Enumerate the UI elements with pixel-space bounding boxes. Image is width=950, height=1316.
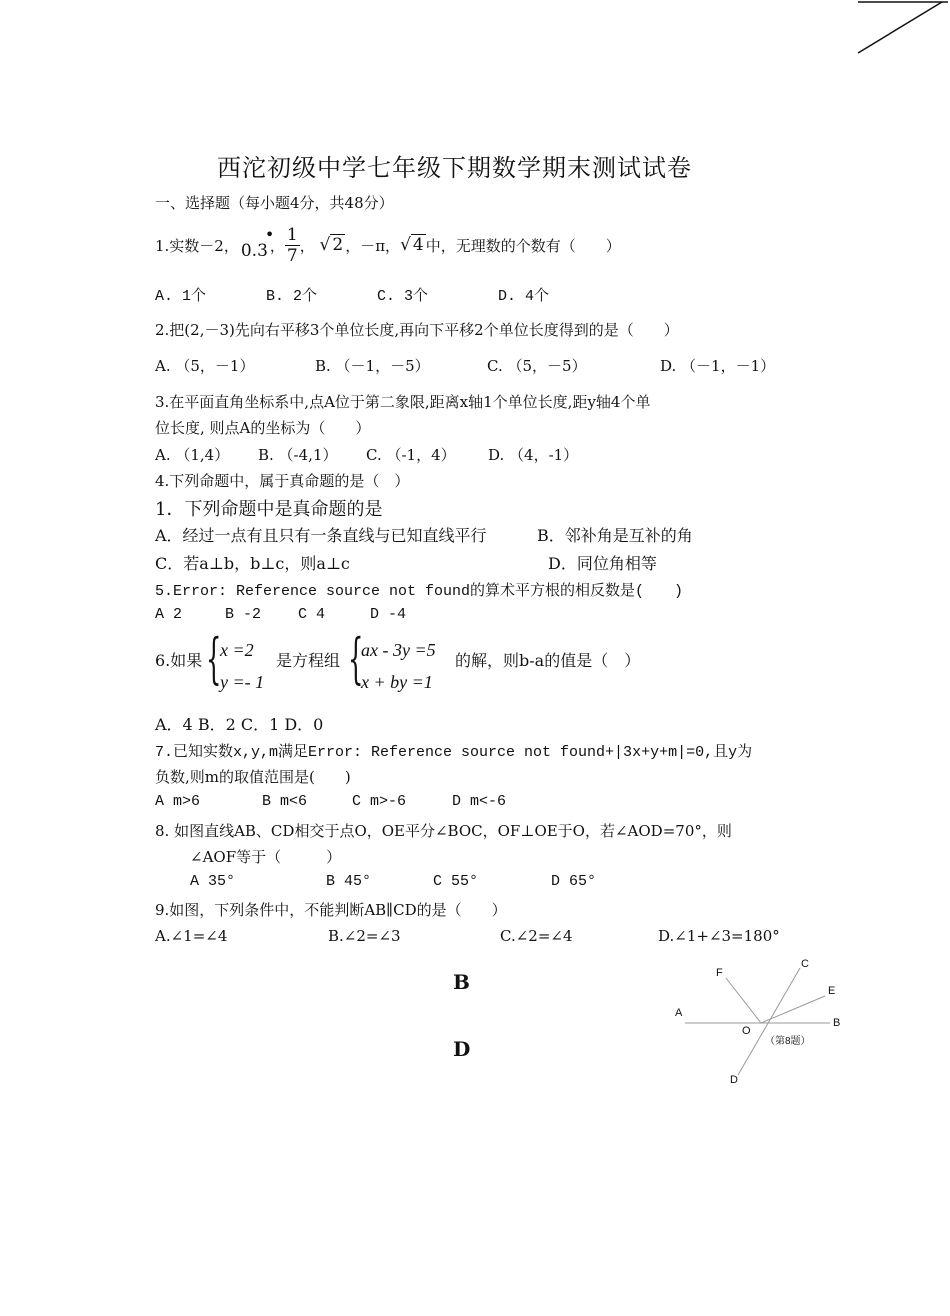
q8-option-c: C 55° <box>433 873 479 890</box>
q7-option-a: A m>6 <box>155 793 201 810</box>
q1-sqrt-4: √ 4 <box>400 235 424 255</box>
question-5: 5.Error: Reference source not found的算术平方根的相反数是( ) <box>155 583 684 600</box>
q1-prefix: 1.实数－2， <box>155 236 239 255</box>
question-4: 4.下列命题中，属于真命题的是（ ） <box>155 472 410 490</box>
q7-option-b: B m<6 <box>262 793 308 810</box>
q3-option-c: C. （-1，4） <box>366 446 456 464</box>
q9-option-d: D.∠1+∠3=180° <box>658 927 780 945</box>
q1-sqrt-2: √ 2 <box>319 235 344 255</box>
q1-option-c: C. 3个 <box>377 288 429 305</box>
q8-option-a: A 35° <box>190 873 236 890</box>
q2-option-b: B. （－1，－5） <box>315 357 430 375</box>
q4-option-a: A．经过一点有且只有一条直线与已知直线平行 <box>155 526 487 545</box>
q3-option-d: D. （4，-1） <box>488 446 579 464</box>
figure-8 <box>660 950 850 1095</box>
q8-option-b: B 45° <box>326 873 372 890</box>
q4-option-b: B．邻补角是互补的角 <box>537 526 693 545</box>
q8-option-d: D 65° <box>551 873 597 890</box>
question-7-line-2: 负数,则m的取值范围是( ) <box>155 768 351 786</box>
figure8-label-e: E <box>828 985 836 997</box>
q1-suffix: 中，无理数的个数有（ ） <box>425 236 621 255</box>
q2-option-c: C. （5，－5） <box>487 357 587 375</box>
figure8-lines <box>660 950 850 1095</box>
q6-solution-x: x =2 <box>220 640 254 660</box>
q5-option-c: C 4 <box>298 606 326 623</box>
q9-option-b: B.∠2=∠3 <box>328 927 401 945</box>
corner-line <box>850 0 950 60</box>
q7-option-d: D m<-6 <box>452 793 507 810</box>
figure8-caption: （第8题） <box>765 1036 811 1047</box>
q9-option-c: C.∠2=∠4 <box>500 927 573 945</box>
q9-option-a: A.∠1=∠4 <box>155 927 228 945</box>
q5-option-a: A 2 <box>155 606 183 623</box>
question-4-sub: 1．下列命题中是真命题的是 <box>155 499 383 520</box>
q1-option-d: D. 4个 <box>498 288 550 305</box>
q6-mid: 是方程组 <box>276 651 341 670</box>
q1-repeating-decimal: 0.3 • <box>240 225 275 261</box>
figure8-label-o: O <box>742 1025 751 1037</box>
q1-fraction: $\frac{1}{7}$ <box>286 224 298 266</box>
q6-brace-2: { <box>348 627 364 690</box>
figure8-label-c: C <box>801 958 809 970</box>
ray-of <box>726 978 761 1023</box>
question-3-line-1: 3.在平面直角坐标系中,点A位于第二象限,距离x轴1个单位长度,距y轴4个单 <box>155 393 651 411</box>
q5-option-b: B -2 <box>225 606 262 623</box>
question-7-line-1: 7.已知实数x,y,m满足Error: Reference source not found+|3x+y+m|=0,且y为 <box>155 744 753 761</box>
q6-equation-1: ax - 3y =5 <box>361 640 436 660</box>
line-cd <box>738 968 800 1075</box>
figure8-label-f: F <box>716 967 723 979</box>
q5-option-d: D -4 <box>370 606 407 623</box>
figure8-label-a: A <box>675 1007 683 1019</box>
q3-option-a: A. （1,4） <box>155 446 230 464</box>
page-title: 西沱初级中学七年级下期数学期末测试试卷 <box>217 154 692 182</box>
ray-oe <box>761 996 825 1023</box>
q6-prefix: 6.如果 <box>155 651 203 670</box>
figure8-label-b: B <box>833 1017 841 1029</box>
section-heading: 一、选择题（每小题4分，共48分） <box>155 194 394 212</box>
question-9: 9.如图，下列条件中，不能判断AB∥CD的是（ ） <box>155 901 507 919</box>
question-2: 2.把(2,－3)先向右平移3个单位长度,再向下平移2个单位长度得到的是（ ） <box>155 321 679 339</box>
q6-solution-y: y =- 1 <box>220 672 265 692</box>
q1-option-b: B. 2个 <box>266 288 318 305</box>
figure9-label-d: D <box>453 1037 471 1061</box>
q2-option-d: D. （－1，－1） <box>660 357 776 375</box>
question-3-line-2: 位长度, 则点A的坐标为（ ） <box>155 419 371 437</box>
figure8-label-d: D <box>730 1074 738 1086</box>
repeating-dot: • <box>264 225 275 244</box>
figure9-label-b: B <box>453 970 470 994</box>
question-1: 1.实数－2， 0.3 • ， $\frac{1}{7}$ ， √ 2 ，－π， √ 4 中，无理数的个数有（ ） <box>155 224 621 266</box>
q6-suffix: 的解，则b-a的值是（ ） <box>455 651 641 670</box>
q4-option-d: D．同位角相等 <box>548 554 657 573</box>
q1-option-a: A. 1个 <box>155 288 207 305</box>
question-8-line-1: 8. 如图直线AB、CD相交于点O，OE平分∠BOC，OF⊥OE于O，若∠AOD=70°，则 <box>155 822 732 840</box>
q6-equation-2: x + by =1 <box>361 672 433 692</box>
q3-option-b: B. （-4,1） <box>258 446 338 464</box>
q1-neg-pi: ，－π， <box>345 236 401 255</box>
question-8-line-2: ∠AOF等于（ ） <box>190 848 342 866</box>
q6-options: A．4 B．2 C．1 D．0 <box>155 715 324 734</box>
q4-option-c: C．若a⊥b，b⊥c，则a⊥c <box>155 554 350 573</box>
q2-option-a: A. （5，－1） <box>155 357 255 375</box>
q7-option-c: C m>-6 <box>352 793 407 810</box>
q6-brace-1: { <box>206 627 222 690</box>
